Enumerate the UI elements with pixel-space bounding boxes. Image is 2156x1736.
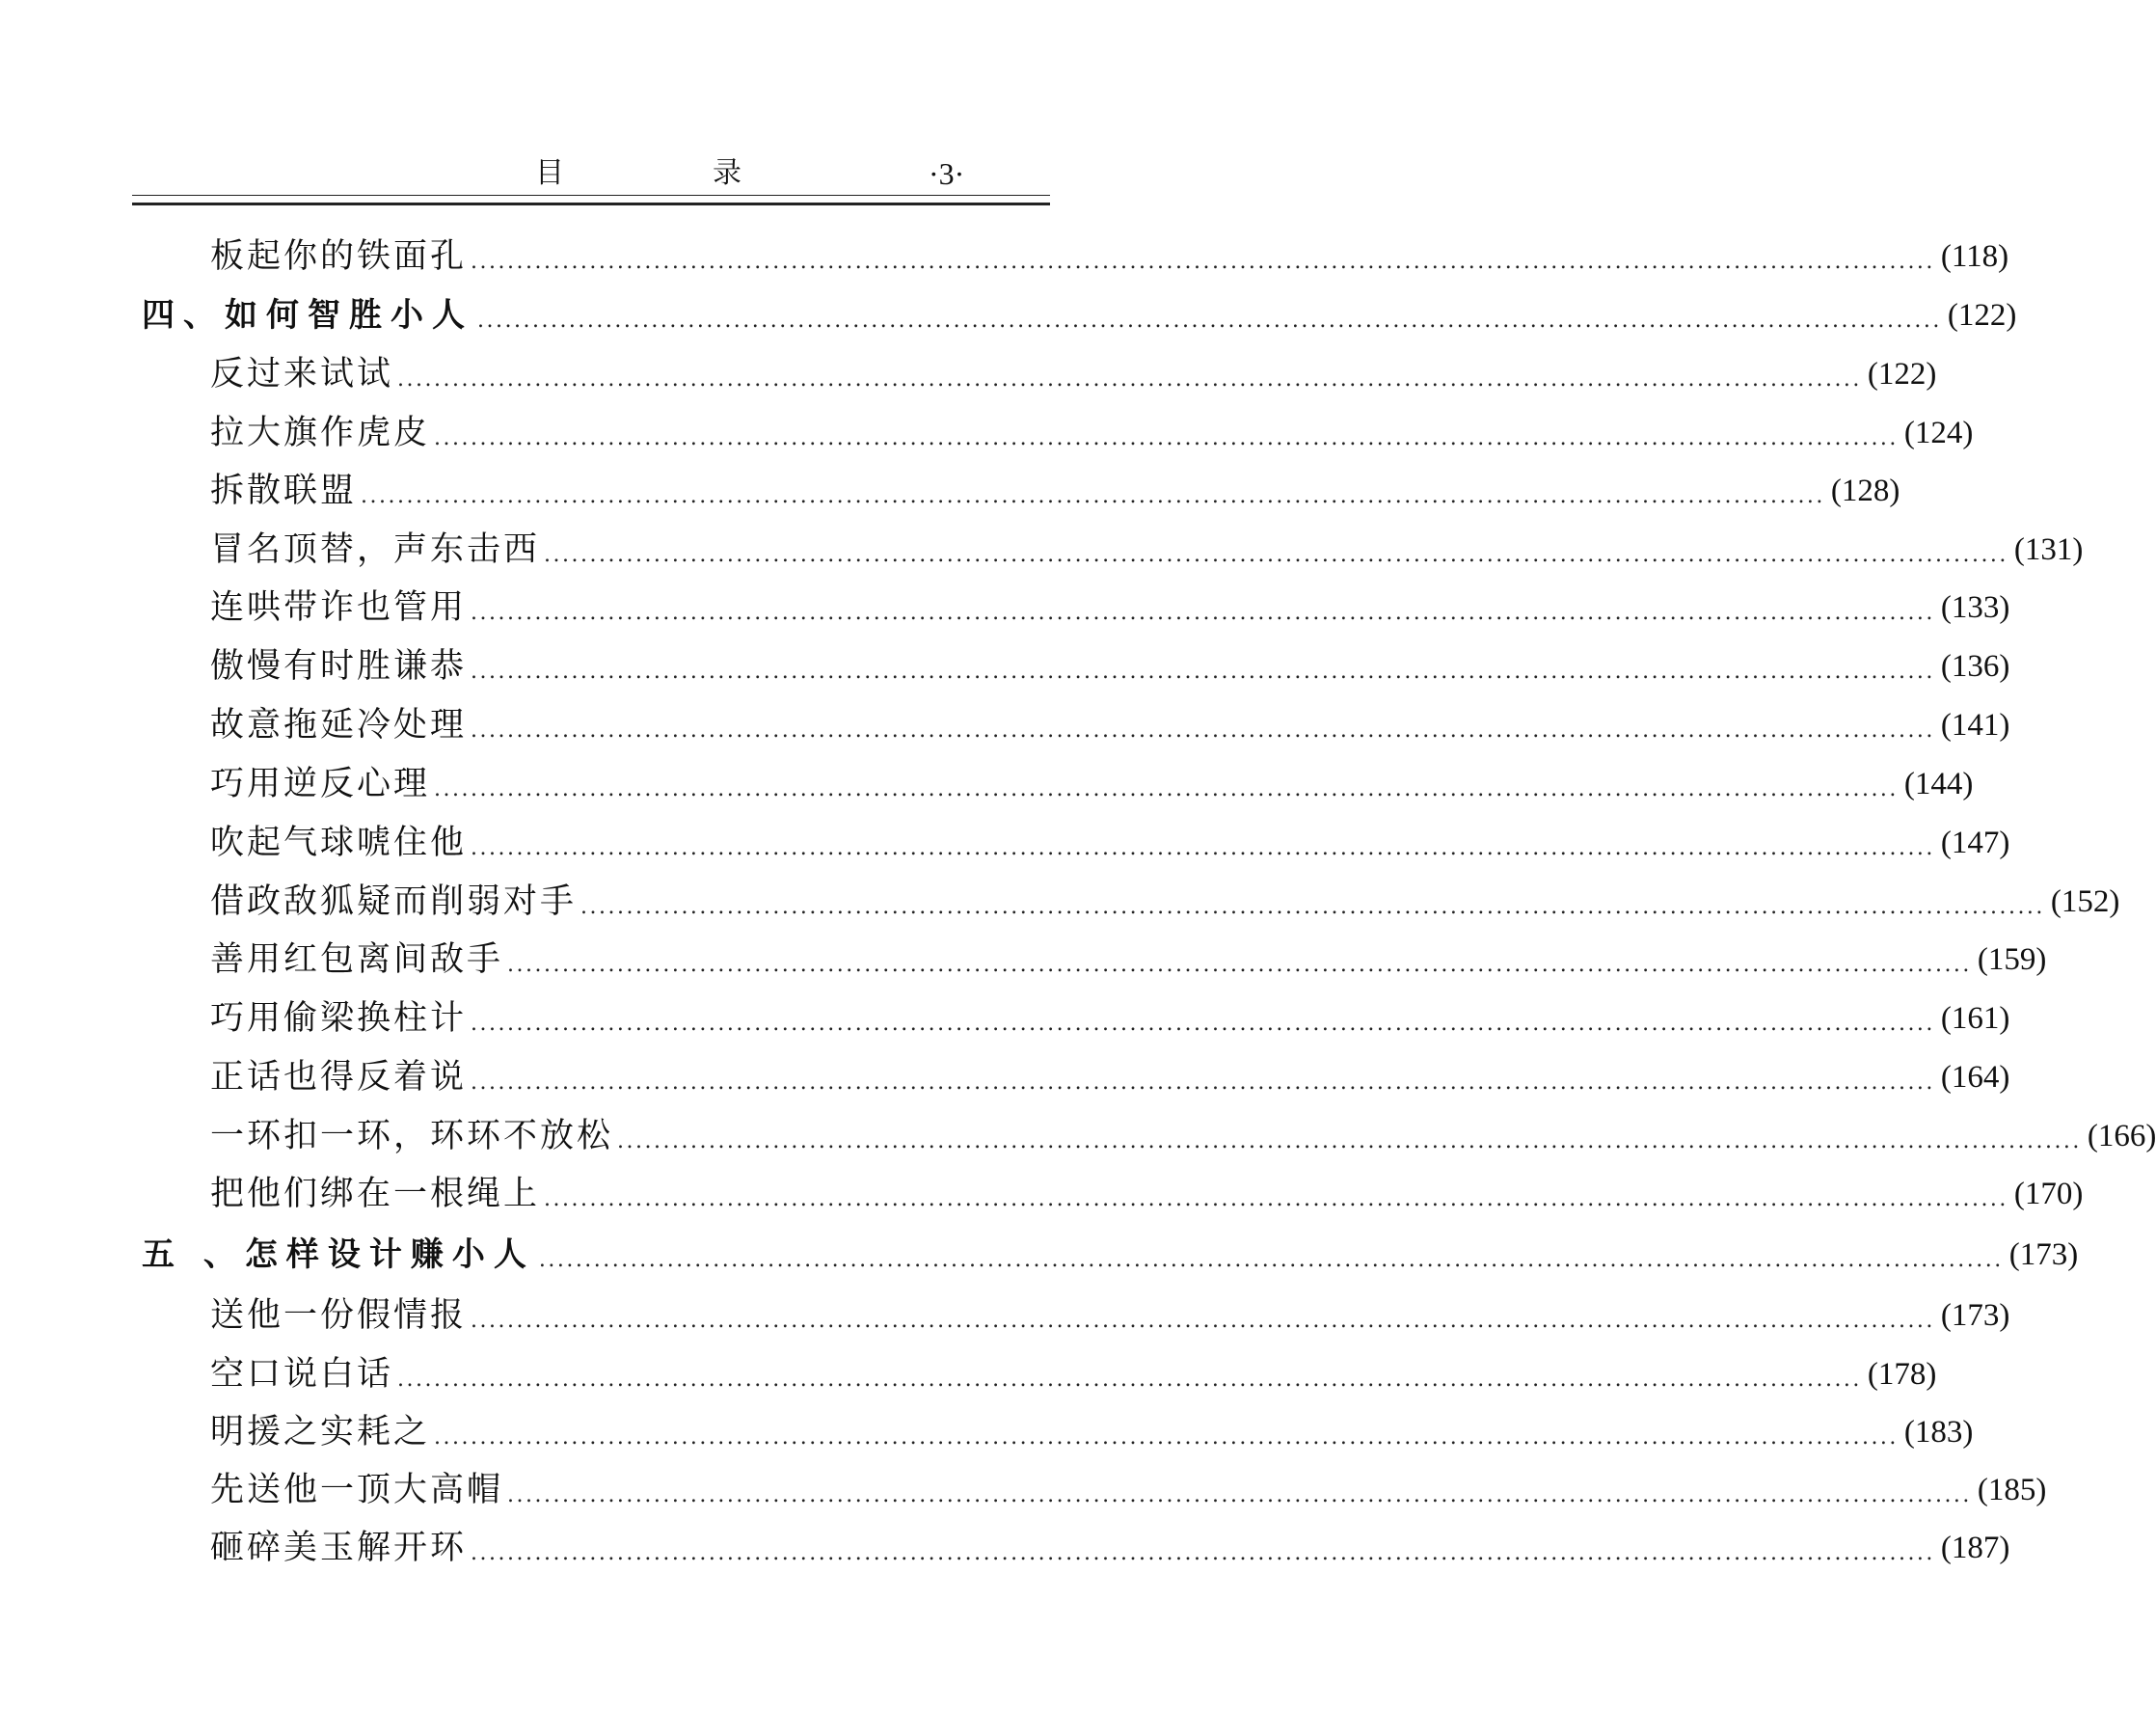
running-header-title: 目 录 — [535, 156, 801, 190]
toc-entry-page: (122) — [1867, 357, 1937, 392]
dot-leader: ................................................................................................................................................................ — [471, 660, 1935, 684]
toc-entry — [210, 1112, 2156, 1160]
toc-chapter-page: (122) — [1947, 298, 2017, 333]
dot-leader: ................................................................................................................................................................ — [471, 1071, 1935, 1095]
toc-entry — [210, 819, 2010, 867]
toc-entry — [210, 583, 2010, 632]
toc-entry — [210, 760, 1974, 808]
toc-entry — [210, 878, 2120, 926]
toc-entry-page: (131) — [2013, 532, 2084, 567]
dot-leader: ................................................................................................................................................................ — [397, 1368, 1862, 1392]
toc-entry-title: 空口说白话 — [210, 1355, 394, 1394]
toc-entry-page: (128) — [1830, 474, 1900, 508]
toc-entry — [210, 1170, 2084, 1218]
toc-entry-page: (183) — [1903, 1415, 1974, 1450]
dot-leader: ................................................................................................................................................................ — [471, 1309, 1935, 1333]
toc-entry-page: (164) — [1940, 1060, 2010, 1095]
dot-leader: ................................................................................................................................................................ — [471, 836, 1935, 860]
toc-entry-title: 明援之实耗之 — [210, 1413, 431, 1451]
toc-entry-page: (141) — [1940, 708, 2010, 743]
toc-entry — [210, 467, 1900, 515]
dot-leader: ................................................................................................................................................................ — [434, 426, 1899, 450]
toc-chapter-title: 五 、怎样设计赚小人 — [142, 1235, 535, 1274]
toc-chapter — [142, 1231, 2079, 1279]
dot-leader: ................................................................................................................................................................ — [434, 1425, 1899, 1450]
toc-entry — [210, 642, 2010, 691]
toc-entry — [210, 1524, 2010, 1572]
toc-entry-title: 吹起气球唬住他 — [210, 824, 468, 862]
toc-entry-title: 板起你的铁面孔 — [210, 237, 468, 276]
toc-entry-page: (152) — [2050, 884, 2120, 919]
dot-leader: ................................................................................................................................................................ — [507, 1483, 1972, 1507]
running-header-page-number: ·3· — [929, 156, 965, 191]
dot-leader: ................................................................................................................................................................ — [471, 250, 1935, 274]
toc-entry-page: (166) — [2087, 1119, 2156, 1153]
dot-leader: ................................................................................................................................................................ — [434, 777, 1899, 801]
dot-leader: ................................................................................................................................................................ — [477, 309, 1942, 333]
toc-entry-title: 善用红包离间敌手 — [210, 940, 504, 979]
dot-leader: ................................................................................................................................................................ — [471, 1012, 1935, 1036]
toc-entry — [210, 1291, 2010, 1340]
toc-entry-title: 砸碎美玉解开环 — [210, 1529, 468, 1567]
toc-entry-title: 傲慢有时胜谦恭 — [210, 647, 468, 686]
toc-entry — [210, 936, 2047, 984]
toc-entry — [210, 1053, 2010, 1101]
toc-entry-title: 巧用偷梁换柱计 — [210, 999, 468, 1038]
toc-entry — [210, 526, 2084, 574]
toc-entry — [210, 701, 2010, 749]
toc-entry — [210, 232, 2009, 281]
toc-entry-title: 连哄带诈也管用 — [210, 588, 468, 627]
toc-entry-page: (118) — [1940, 239, 2009, 274]
toc-entry-title: 一环扣一环，环环不放松 — [210, 1117, 614, 1155]
toc-entry-title: 故意拖延冷处理 — [210, 706, 468, 745]
toc-entry-page: (173) — [1940, 1298, 2010, 1333]
toc-entry — [210, 1408, 1974, 1456]
dot-leader: ................................................................................................................................................................ — [471, 601, 1935, 625]
toc-entry-title: 反过来试试 — [210, 355, 394, 393]
toc-entry-page: (159) — [1977, 942, 2047, 977]
toc-entry-page: (170) — [2013, 1177, 2084, 1211]
toc-entry-title: 拆散联盟 — [210, 472, 358, 510]
toc-chapter-title: 四、如何智胜小人 — [142, 296, 473, 335]
dot-leader: ................................................................................................................................................................ — [544, 1187, 2008, 1211]
dot-leader: ................................................................................................................................................................ — [538, 1248, 2004, 1272]
toc-entry-page: (147) — [1940, 826, 2010, 860]
toc-entry — [210, 1466, 2047, 1514]
dot-leader: ................................................................................................................................................................ — [471, 1541, 1935, 1565]
toc-entry-title: 拉大旗作虎皮 — [210, 414, 431, 452]
toc-chapter — [142, 291, 2017, 339]
toc-entry-page: (136) — [1940, 649, 2010, 684]
toc-entry-page: (187) — [1940, 1531, 2010, 1565]
toc-entry — [210, 350, 1937, 398]
toc-entry-page: (161) — [1940, 1001, 2010, 1036]
toc-entry-page: (185) — [1977, 1473, 2047, 1507]
dot-leader: ................................................................................................................................................................ — [471, 719, 1935, 743]
dot-leader: ................................................................................................................................................................ — [361, 484, 1825, 508]
toc-entry-page: (144) — [1903, 767, 1974, 801]
toc-entry-title: 冒名顶替，声东击西 — [210, 530, 541, 569]
toc-entry-title: 借政敌狐疑而削弱对手 — [210, 882, 578, 921]
dot-leader: ................................................................................................................................................................ — [617, 1129, 2082, 1153]
dot-leader: ................................................................................................................................................................ — [580, 895, 2045, 919]
toc-entry-page: (124) — [1903, 416, 1974, 450]
toc-entry-page: (178) — [1867, 1357, 1937, 1392]
dot-leader: ................................................................................................................................................................ — [507, 953, 1972, 977]
toc-entry — [210, 1350, 1937, 1398]
dot-leader: ................................................................................................................................................................ — [397, 367, 1862, 392]
toc-entry-title: 先送他一顶大高帽 — [210, 1471, 504, 1509]
dot-leader: ................................................................................................................................................................ — [544, 543, 2008, 567]
toc-chapter-page: (173) — [2008, 1237, 2079, 1272]
toc-entry — [210, 409, 1974, 457]
toc-entry-title: 把他们绑在一根绳上 — [210, 1175, 541, 1213]
toc-entry-page: (133) — [1940, 590, 2010, 625]
toc-entry-title: 送他一份假情报 — [210, 1296, 468, 1335]
toc-entry — [210, 994, 2010, 1043]
toc-entry-title: 巧用逆反心理 — [210, 765, 431, 803]
toc-entry-title: 正话也得反着说 — [210, 1058, 468, 1097]
